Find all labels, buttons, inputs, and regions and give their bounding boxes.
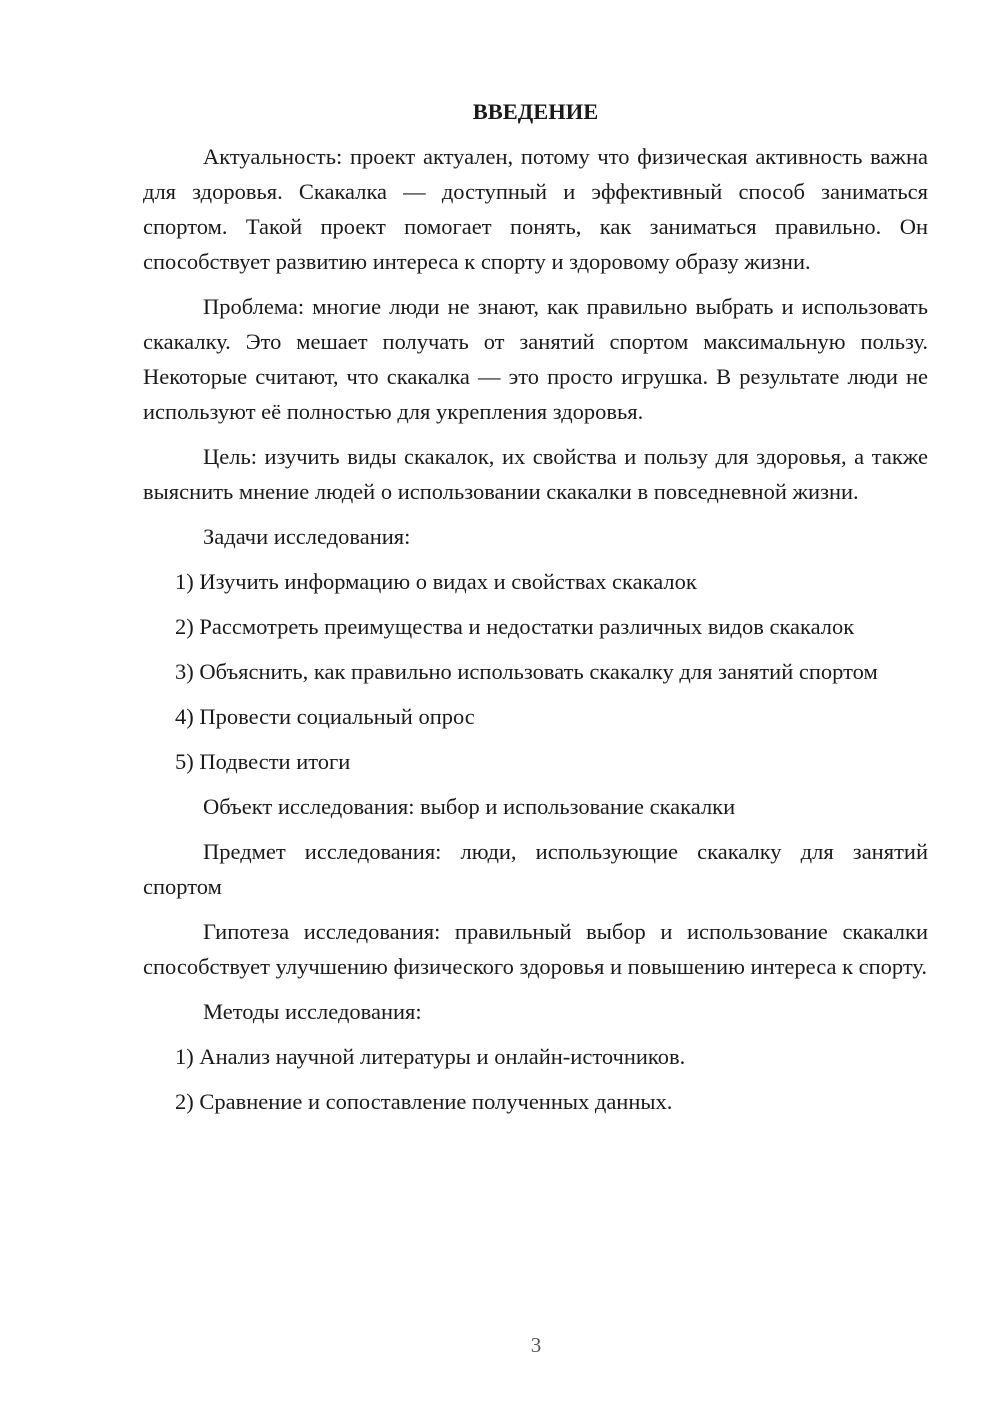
task-item: 4) Провести социальный опрос: [175, 704, 475, 729]
methods-heading: Методы исследования:: [203, 999, 422, 1024]
subject-paragraph: Предмет исследования: люди, использующие скакалку для занятий спортом: [143, 839, 928, 899]
goal-paragraph: Цель: изучить виды скакалок, их свойства и пользу для здоровья, а также выяснить мнение людей о использовании скакалки в повседневной жизни.: [143, 444, 928, 504]
document-page: [143, 95, 928, 1129]
hypothesis-paragraph: Гипотеза исследования: правильный выбор и использование скакалки способствует улучшению физического здоровья и повышению интереса к спорту.: [143, 919, 928, 979]
task-item: 1) Изучить информацию о видах и свойствах скакалок: [175, 569, 697, 594]
task-item: 2) Рассмотреть преимущества и недостатки различных видов скакалок: [175, 614, 855, 639]
method-item: 2) Сравнение и сопоставление полученных данных.: [175, 1089, 673, 1114]
task-item: 5) Подвести итоги: [175, 749, 351, 774]
task-item: 3) Объяснить, как правильно использовать скакалку для занятий спортом: [175, 659, 878, 684]
method-item: 1) Анализ научной литературы и онлайн-источников.: [175, 1044, 686, 1069]
page-number: 3: [530, 1333, 542, 1357]
section-title: ВВЕДЕНИЕ: [472, 99, 599, 124]
tasks-heading: Задачи исследования:: [203, 524, 411, 549]
object-paragraph: Объект исследования: выбор и использование скакалки: [203, 794, 736, 819]
relevance-paragraph: Актуальность: проект актуален, потому что физическая активность важна для здоровья. Скакалка — доступный и эффективный способ заниматься спортом. Такой проект помогает понять, как заниматься правильно. Он способствует развитию интереса к спорту и здоровому образу жизни.: [143, 144, 928, 274]
problem-paragraph: Проблема: многие люди не знают, как правильно выбрать и использовать скакалку. Это мешает получать от занятий спортом максимальную пользу. Некоторые считают, что скакалка — это просто игрушка. В результате люди не используют её полностью для укрепления здоровья.: [143, 294, 928, 424]
